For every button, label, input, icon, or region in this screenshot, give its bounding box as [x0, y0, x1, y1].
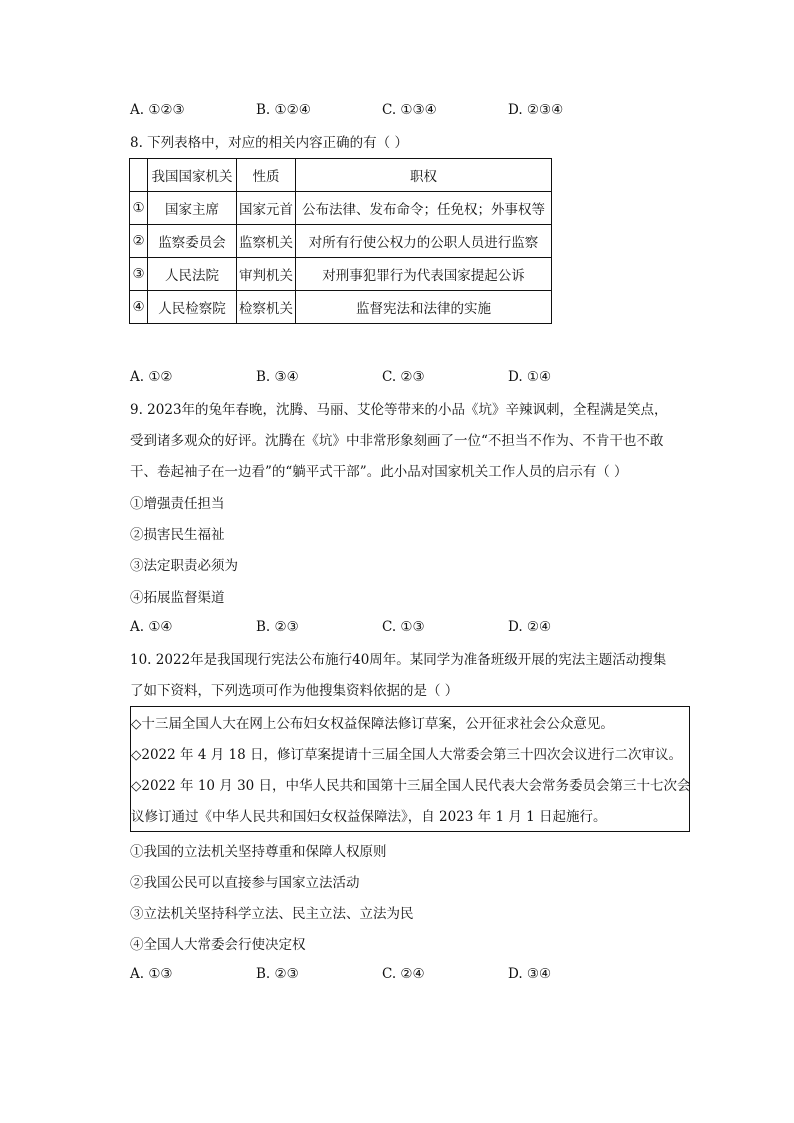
table-cell: ④ — [130, 291, 148, 324]
q10-options — [130, 966, 690, 986]
table-header-cell: 性质 — [237, 159, 296, 192]
table-cell: 监督宪法和法律的实施 — [296, 291, 552, 324]
q7-options — [130, 102, 690, 122]
option-a: A. ①④ — [130, 619, 173, 635]
table-cell: 人民法院 — [148, 258, 237, 291]
q8-options — [130, 369, 690, 389]
q10-stem-line: 了如下资料，下列选项可作为他搜集资料依据的是（ ） — [130, 683, 459, 699]
table-header-row — [130, 159, 552, 192]
q9-stem-line: 干、卷起袖子在一边看”的“躺平式干部”。此小品对国家机关工作人员的启示有（ ） — [130, 464, 628, 480]
material-line: ◇2022 年 4 月 18 日，修订草案提请十三届全国人大常委会第三十四次会议进行二次审议。 — [131, 747, 682, 763]
option-a: A. ①③ — [130, 966, 173, 982]
table-cell: 对所有行使公权力的公职人员进行监察 — [296, 225, 552, 258]
table-row — [130, 225, 552, 258]
table-cell: 监察机关 — [237, 225, 296, 258]
q10-statement: ②我国公民可以直接参与国家立法活动 — [130, 875, 360, 891]
table-cell: ① — [130, 192, 148, 225]
option-c: C. ②③ — [382, 369, 425, 385]
table-cell: 审判机关 — [237, 258, 296, 291]
option-d: D. ②④ — [508, 619, 552, 635]
option-b: B. ③④ — [256, 369, 299, 385]
option-c: C. ①③ — [382, 619, 425, 635]
material-line: 议修订通过《中华人民共和国妇女权益保障法》，自 2023 年 1 月 1 日起施行。 — [131, 809, 607, 825]
table-cell: 监察委员会 — [148, 225, 237, 258]
option-b: B. ②③ — [256, 966, 299, 982]
table-cell: ② — [130, 225, 148, 258]
q9-options — [130, 619, 690, 639]
q9-statement: ①增强责任担当 — [130, 496, 225, 512]
material-line: ◇2022 年 10 月 30 日，中华人民共和国第十三届全国人民代表大会常务委员会第三十七次会 — [131, 778, 691, 794]
table-header-cell — [130, 159, 148, 192]
q10-statement: ①我国的立法机关坚持尊重和保障人权原则 — [130, 844, 387, 860]
table-cell: 国家主席 — [148, 192, 237, 225]
option-c: C. ②④ — [382, 966, 425, 982]
q8-table — [129, 158, 552, 324]
q9-stem-line: 9. 2023年的兔年春晚，沈腾、马丽、艾伦等带来的小品《坑》辛辣讽刺，全程满是笑点， — [130, 402, 668, 418]
option-d: D. ②③④ — [508, 102, 564, 118]
q10-material-box — [130, 706, 690, 832]
table-cell: 对刑事犯罪行为代表国家提起公诉 — [296, 258, 552, 291]
q9-statement: ②损害民生福祉 — [130, 527, 225, 543]
q10-statement: ③立法机关坚持科学立法、民主立法、立法为民 — [130, 906, 414, 922]
table-cell: ③ — [130, 258, 148, 291]
q10-statement: ④全国人大常委会行使决定权 — [130, 937, 306, 953]
table-cell: 国家元首 — [237, 192, 296, 225]
table-cell: 人民检察院 — [148, 291, 237, 324]
table-header-cell: 我国国家机关 — [148, 159, 237, 192]
option-a: A. ①② — [130, 369, 173, 385]
table-cell: 检察机关 — [237, 291, 296, 324]
q9-statement: ④拓展监督渠道 — [130, 590, 225, 606]
table-row — [130, 258, 552, 291]
table-row — [130, 192, 552, 225]
table-cell: 公布法律、发布命令；任免权；外事权等 — [296, 192, 552, 225]
option-a: A. ①②③ — [130, 102, 185, 118]
option-b: B. ①②④ — [256, 102, 311, 118]
option-d: D. ①④ — [508, 369, 552, 385]
option-c: C. ①③④ — [382, 102, 437, 118]
table-row — [130, 291, 552, 324]
q8-stem: 8. 下列表格中，对应的相关内容正确的有（ ） — [130, 135, 408, 151]
q10-stem-line: 10. 2022年是我国现行宪法公布施行40周年。某同学为准备班级开展的宪法主题活动搜集 — [130, 652, 667, 668]
q9-stem-line: 受到诸多观众的好评。沈腾在《坑》中非常形象刻画了一位“不担当不作为、不肯干也不敢 — [130, 433, 664, 449]
table-header-cell: 职权 — [296, 159, 552, 192]
q9-statement: ③法定职责必须为 — [130, 558, 238, 574]
material-line: ◇十三届全国人大在网上公布妇女权益保障法修订草案，公开征求社会公众意见。 — [131, 716, 614, 732]
option-b: B. ②③ — [256, 619, 299, 635]
option-d: D. ③④ — [508, 966, 552, 982]
